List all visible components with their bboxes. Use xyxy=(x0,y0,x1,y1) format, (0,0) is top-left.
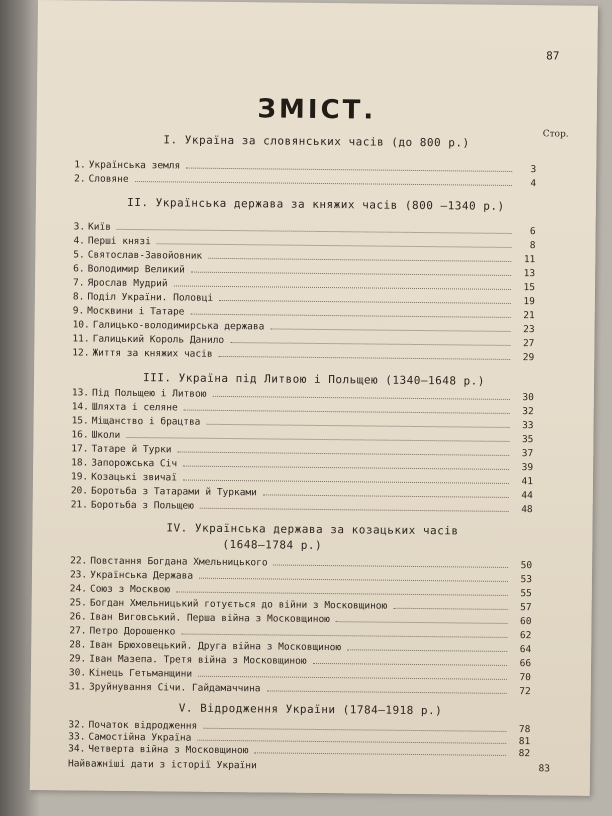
toc-entry[interactable]: 25. Богдан Хмельницький готується до війни з Московщиною 57 xyxy=(69,597,532,614)
toc-entry[interactable]: 5. Святослав-Завойовник 11 xyxy=(73,249,536,266)
toc-entry[interactable]: 31. Зруйнування Січи. Гайдамаччина 72 xyxy=(68,681,531,698)
toc-entry[interactable]: 3. Київ 6 xyxy=(73,221,536,238)
final-entry-page: 83 xyxy=(538,763,551,775)
toc-entry[interactable]: 32. Початок відродження 78 xyxy=(68,719,531,736)
toc-entry[interactable]: 26. Іван Виговський. Перша війна з Московщиною 60 xyxy=(69,611,532,628)
toc-entry[interactable]: 11. Галицький Король Данило 27 xyxy=(72,333,535,350)
toc-entry[interactable]: 17. Татаре й Турки 37 xyxy=(71,443,534,460)
toc-entry[interactable]: 6. Володимир Великий 13 xyxy=(73,263,536,280)
toc-entry[interactable]: 33. Самостійна Україна 81 xyxy=(68,731,531,748)
section-heading: IV. Українська держава за козацьких часів xyxy=(166,521,459,538)
toc-entry[interactable]: 34. Четверта війна з Московщиною 82 xyxy=(68,743,531,760)
toc-entry[interactable]: 19. Козацькі звичаї 41 xyxy=(70,471,534,488)
toc-entry[interactable]: 13. Під Польщею і Литвою 30 xyxy=(71,387,534,404)
final-entry[interactable]: Найважніші дати з історії України xyxy=(67,758,257,772)
section-heading: V. Відродження України (1784—1918 р.) xyxy=(178,701,443,718)
toc-entry[interactable]: 30. Кінець Гетьманщини 70 xyxy=(68,667,531,684)
toc-entry[interactable]: 8. Поділ України. Половці 19 xyxy=(72,291,535,308)
book-page xyxy=(30,0,598,796)
toc-entry[interactable]: 27. Петро Дорошенко 62 xyxy=(69,625,532,642)
toc-entry[interactable]: 7. Ярослав Мудрий 15 xyxy=(72,277,536,294)
toc-entry[interactable]: 22. Повстання Богдана Хмельницького 50 xyxy=(70,555,533,572)
toc-entry[interactable]: 23. Українська Держава 53 xyxy=(69,569,533,586)
toc-entry[interactable]: 15. Міщанство і брацтва 33 xyxy=(71,415,534,432)
toc-entry[interactable]: 16. Школи 35 xyxy=(71,429,534,446)
section-heading-dates: (1648—1784 р.) xyxy=(222,537,323,553)
toc-entry[interactable]: 28. Іван Брюховецький. Друга війна з Московщиною 64 xyxy=(69,639,532,656)
toc-entry[interactable]: 9. Москвини і Татаре 21 xyxy=(72,305,535,322)
section-heading: І. Україна за словянських часів (до 800 р.) xyxy=(163,133,470,150)
page-title: ЗМІСТ. xyxy=(257,94,377,126)
pages-column-label: Стор. xyxy=(542,129,569,140)
toc-entry[interactable]: 10. Галицько-володимирська держава 23 xyxy=(72,319,535,336)
toc-entry[interactable]: 1. Українська земля 3 xyxy=(74,159,537,176)
toc-entry[interactable]: 14. Шляхта і селяне 32 xyxy=(71,401,534,418)
page-number: 87 xyxy=(546,49,560,63)
section-heading: III. Україна під Литвою і Польщею (1340—1648 р.) xyxy=(143,371,486,388)
toc-entry[interactable]: 18. Запорожська Січ 39 xyxy=(71,457,534,474)
section-heading: II. Українська держава за княжих часів (800 —1340 р.) xyxy=(127,195,505,213)
toc-entry[interactable]: 2. Словяне 4 xyxy=(74,173,537,190)
toc-entry[interactable]: 20. Боротьба з Татарами й Турками 44 xyxy=(70,485,533,502)
toc-entry[interactable]: 4. Перші князі 8 xyxy=(73,235,536,252)
toc-entry[interactable]: 24. Союз з Москвою 55 xyxy=(69,583,532,600)
toc-entry[interactable]: 29. Іван Мазепа. Третя війна з Московщиною 66 xyxy=(69,653,532,670)
toc-entry[interactable]: 12. Життя за княжих часів 29 xyxy=(72,347,535,364)
toc-entry[interactable]: 21. Боротьба з Польщею 48 xyxy=(70,499,533,516)
